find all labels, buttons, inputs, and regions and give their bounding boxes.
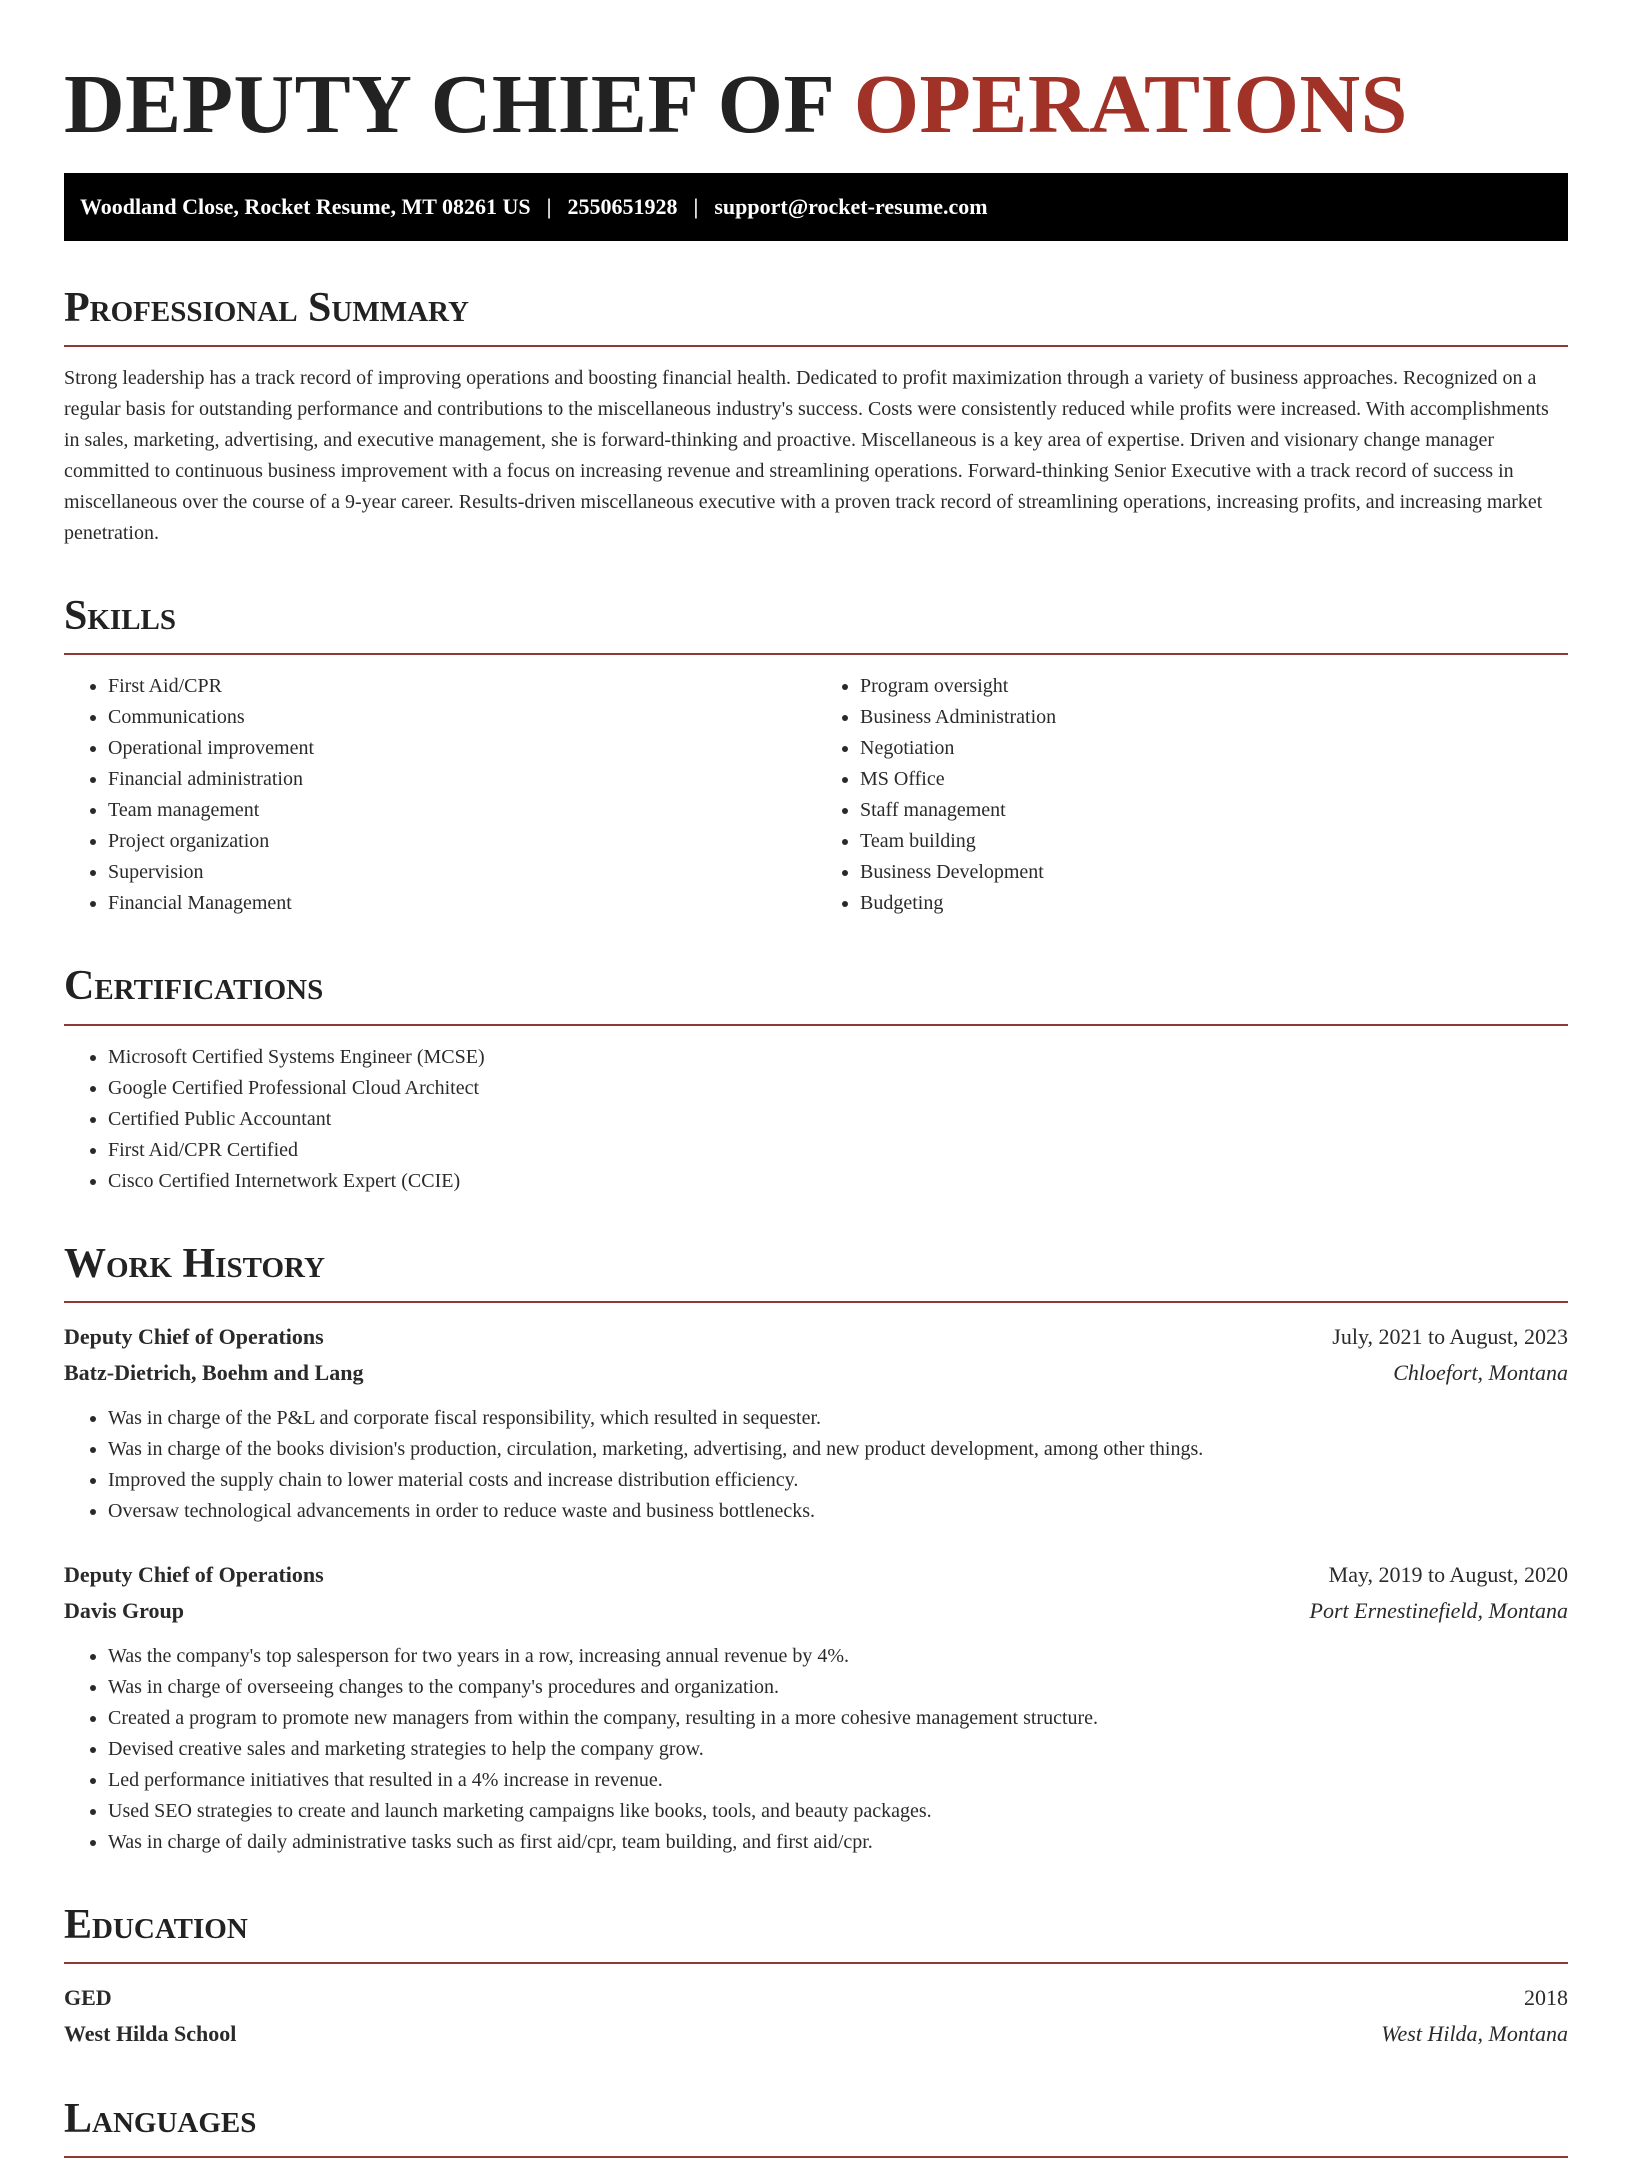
job-company-row: [64, 1593, 1568, 1629]
title-part-2-accent: OPERATIONS: [853, 58, 1408, 151]
skill-item: • Staff management: [860, 795, 1568, 826]
job-bullets: [64, 1403, 1568, 1527]
job-entry: [64, 1319, 1568, 1527]
certification-item: • Google Certified Professional Cloud Architect: [108, 1073, 1568, 1104]
skill-item: • Financial Management: [108, 888, 816, 919]
education-school-row: [64, 2016, 1568, 2052]
summary-text: Strong leadership has a track record of improving operations and boosting financial health. Dedicated to profit maximization through a variety of business approaches. Recognized on a regular basis for outstanding performance and contributions to the miscellaneous industry's success. Costs were consistently reduced while profits were increased. With accomplishments in sales, marketing, advertising, and executive management, she is forward-thinking and proactive. Miscellaneous is a key area of expertise. Driven and visionary change manager committed to continuous business improvement with a focus on increasing revenue and streamlining operations. Forward-thinking Senior Executive with a track record of success in miscellaneous over the course of a 9-year career. Results-driven miscellaneous executive with a proven track record of streamlining operations, increasing profits, and increasing market penetration.: [64, 367, 1549, 545]
job-title: Deputy Chief of Operations: [64, 1323, 324, 1349]
section-divider: [64, 345, 1568, 347]
contact-bar: [64, 173, 1568, 241]
job-title: Deputy Chief of Operations: [64, 1561, 324, 1587]
job-bullet: • Improved the supply chain to lower material costs and increase distribution efficiency.: [108, 1465, 1568, 1496]
job-bullet: • Created a program to promote new managers from within the company, resulting in a more cohesive management structure.: [108, 1703, 1568, 1734]
certifications-section: [64, 963, 1568, 1196]
skill-item: • Negotiation: [860, 733, 1568, 764]
skill-item: • Program oversight: [860, 671, 1568, 702]
certification-item: • First Aid/CPR Certified: [108, 1135, 1568, 1166]
skills-list-left: [64, 671, 816, 919]
section-divider: [64, 653, 1568, 655]
contact-separator: |: [546, 194, 552, 219]
section-divider: [64, 1301, 1568, 1303]
education-heading: Education: [64, 1901, 248, 1948]
skill-item: • Budgeting: [860, 888, 1568, 919]
job-bullet: • Was in charge of daily administrative tasks such as first aid/cpr, team building, and first aid/cpr.: [108, 1827, 1568, 1858]
education-degree: GED: [64, 1984, 112, 2010]
contact-phone: 2550651928: [567, 194, 678, 219]
skill-item: • MS Office: [860, 764, 1568, 795]
languages-section: [64, 2096, 1568, 2158]
job-bullet: • Oversaw technological advancements in order to reduce waste and business bottlenecks.: [108, 1496, 1568, 1527]
resume-title: [64, 52, 1568, 157]
languages-heading: Languages: [64, 2095, 257, 2142]
skill-item: • First Aid/CPR: [108, 671, 816, 702]
skill-item: • Project organization: [108, 826, 816, 857]
section-divider: [64, 1024, 1568, 1026]
job-bullet: • Was in charge of the books division's production, circulation, marketing, advertising, and new product development, among other things.: [108, 1434, 1568, 1465]
job-entry: [64, 1557, 1568, 1858]
title-part-1: DEPUTY CHIEF OF: [64, 58, 833, 151]
job-bullet: • Used SEO strategies to create and launch marketing campaigns like books, tools, and beauty packages.: [108, 1796, 1568, 1827]
skill-item: • Team building: [860, 826, 1568, 857]
education-section: [64, 1902, 1568, 2052]
job-bullet: • Led performance initiatives that resulted in a 4% increase in revenue.: [108, 1765, 1568, 1796]
skill-item: • Business Development: [860, 857, 1568, 888]
job-bullet: • Devised creative sales and marketing strategies to help the company grow.: [108, 1734, 1568, 1765]
skills-heading: Skills: [64, 593, 177, 640]
job-dates: May, 2019 to August, 2020: [1328, 1561, 1568, 1587]
skills-list-right: [816, 671, 1568, 919]
skill-item: • Communications: [108, 702, 816, 733]
job-bullets: [64, 1641, 1568, 1858]
job-bullet: • Was in charge of the P&L and corporate fiscal responsibility, which resulted in sequester.: [108, 1403, 1568, 1434]
contact-email: support@rocket-resume.com: [714, 194, 988, 219]
skills-section: [64, 593, 1568, 919]
job-header-row: [64, 1557, 1568, 1593]
skill-item: • Financial administration: [108, 764, 816, 795]
skill-item: • Supervision: [108, 857, 816, 888]
job-dates: July, 2021 to August, 2023: [1332, 1323, 1568, 1349]
skills-columns: [64, 671, 1568, 919]
section-divider: [64, 1962, 1568, 1964]
certification-item: • Cisco Certified Internetwork Expert (CCIE): [108, 1166, 1568, 1197]
certifications-heading: Certifications: [64, 963, 324, 1010]
contact-separator: |: [693, 194, 699, 219]
contact-address: Woodland Close, Rocket Resume, MT 08261 US: [80, 194, 531, 219]
summary-section: [64, 285, 1568, 549]
job-location: Port Ernestinefield, Montana: [1309, 1597, 1568, 1623]
skill-item: • Operational improvement: [108, 733, 816, 764]
work-history-heading: Work History: [64, 1240, 325, 1287]
skill-item: • Team management: [108, 795, 816, 826]
education-location: West Hilda, Montana: [1381, 2020, 1568, 2046]
job-bullet: • Was the company's top salesperson for two years in a row, increasing annual revenue by 4%.: [108, 1641, 1568, 1672]
skill-item: • Business Administration: [860, 702, 1568, 733]
certifications-list: [64, 1042, 1568, 1197]
work-history-section: [64, 1241, 1568, 1858]
education-degree-row: [64, 1980, 1568, 2016]
job-company-row: [64, 1355, 1568, 1391]
summary-heading: Professional Summary: [64, 285, 469, 331]
certification-item: • Certified Public Accountant: [108, 1104, 1568, 1135]
job-bullet: • Was in charge of overseeing changes to the company's procedures and organization.: [108, 1672, 1568, 1703]
education-school: West Hilda School: [64, 2020, 237, 2046]
job-header-row: [64, 1319, 1568, 1355]
education-year: 2018: [1524, 1984, 1568, 2010]
certification-item: • Microsoft Certified Systems Engineer (MCSE): [108, 1042, 1568, 1073]
job-location: Chloefort, Montana: [1393, 1359, 1568, 1385]
job-company: Davis Group: [64, 1597, 185, 1623]
job-company: Batz-Dietrich, Boehm and Lang: [64, 1359, 364, 1385]
